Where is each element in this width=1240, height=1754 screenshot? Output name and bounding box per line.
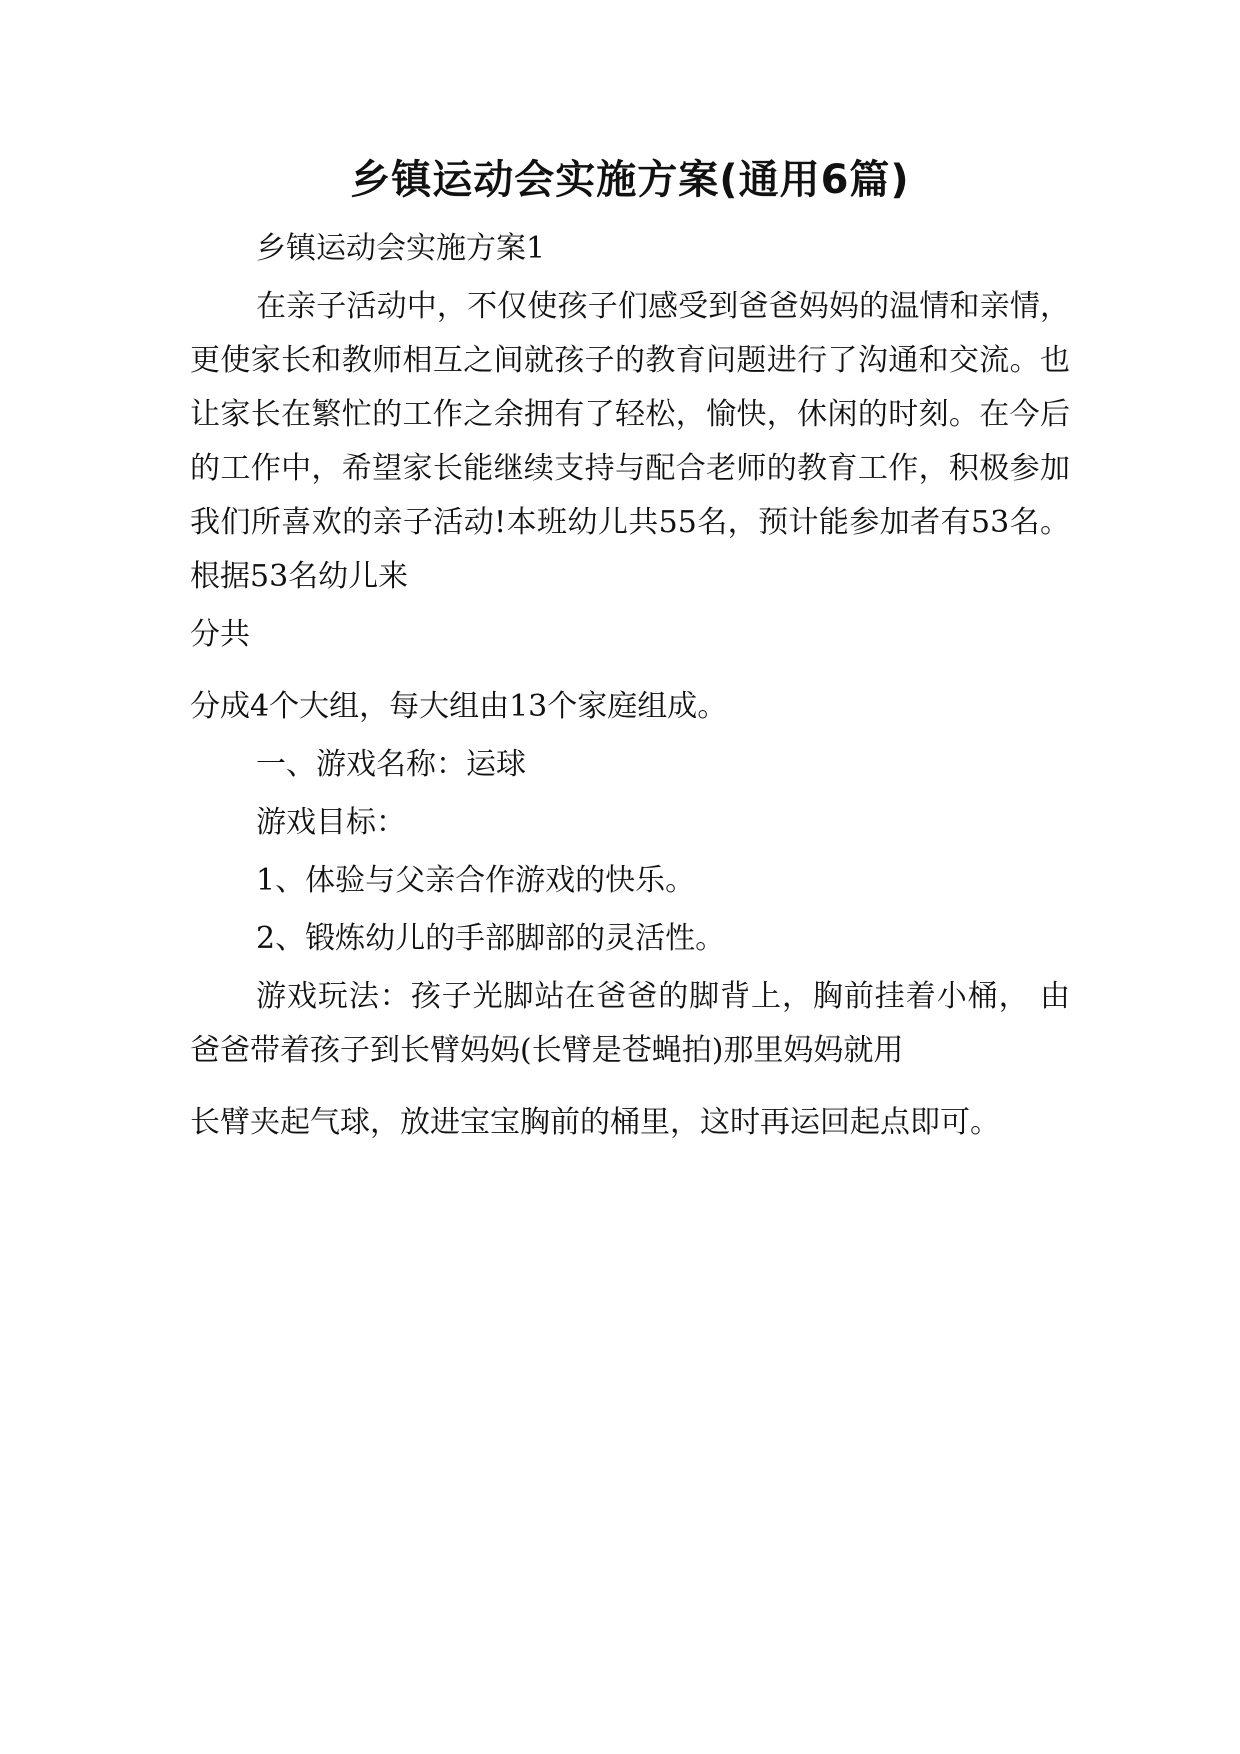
document-body — [190, 148, 1070, 1154]
game-goal-label: 游戏目标： — [256, 805, 406, 840]
document-title: 乡镇运动会实施方案(通用6篇) — [350, 157, 910, 203]
game-goal-item-2: 2、锻炼幼儿的手部脚部的灵活性。 — [256, 921, 726, 956]
paragraph-intro: 在亲子活动中，不仅使孩子们感受到爸爸妈妈的温情和亲情，更使家长和教师相互之间就孩子的教育问题进行了沟通和交流。也让家长在繁忙的工作之余拥有了轻松，愉快，休闲的时刻。在今后的工作中，希望家长能继续支持与配合老师的教育工作，积极参加我们所喜欢的亲子活动!本班幼儿共55名，预计能参加者有53名。根据53名幼儿来 — [190, 289, 1070, 594]
paragraph-intro-tail: 分共 — [190, 617, 250, 652]
game-goal-item-1: 1、体验与父亲合作游戏的快乐。 — [256, 863, 696, 898]
section-heading: 乡镇运动会实施方案1 — [256, 231, 546, 266]
paragraph-groups: 分成4个大组，每大组由13个家庭组成。 — [190, 689, 728, 724]
game-play-rules-end: 长臂夹起气球，放进宝宝胸前的桶里，这时再运回起点即可。 — [190, 1105, 1000, 1140]
game-name: 一、游戏名称：运球 — [256, 747, 526, 782]
game-play-rules: 游戏玩法：孩子光脚站在爸爸的脚背上，胸前挂着小桶， 由爸爸带着孩子到长臂妈妈(长臂是苍蝇拍)那里妈妈就用 — [190, 979, 1070, 1068]
